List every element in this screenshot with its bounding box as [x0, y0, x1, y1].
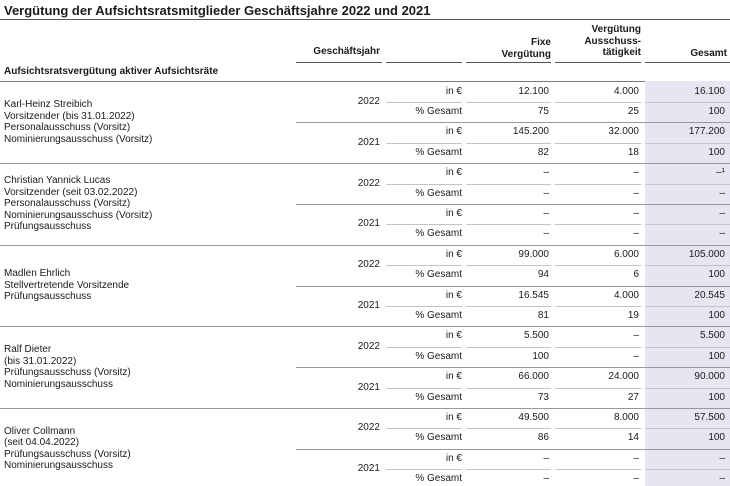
- row-divider: [466, 306, 551, 307]
- value-ausschuss: 6.000: [613, 248, 639, 260]
- row-divider: [645, 184, 730, 185]
- value-gesamt: –: [719, 187, 725, 199]
- value-fixe: 82: [537, 146, 549, 158]
- header-rule-ausschuss: [555, 62, 641, 63]
- member-name-block: [4, 426, 131, 472]
- row-divider: [466, 265, 551, 266]
- row-divider: [466, 428, 551, 429]
- header-ausschuss-line-2: Ausschuss-: [584, 35, 641, 47]
- value-gesamt: 100: [708, 146, 725, 158]
- unit-label: % Gesamt: [415, 473, 462, 485]
- member-name-block: [4, 175, 152, 233]
- row-divider: [645, 102, 730, 103]
- value-ausschuss: 19: [627, 309, 639, 321]
- member-name-block: [4, 268, 129, 303]
- value-fixe: 5.500: [523, 330, 549, 342]
- row-divider: [466, 224, 551, 225]
- header-geschaeftsjahr: Geschäftsjahr: [313, 46, 380, 57]
- member-name: Oliver Collmann: [4, 425, 76, 437]
- year-label: 2021: [357, 463, 380, 475]
- value-ausschuss: 32.000: [608, 126, 639, 138]
- member-role: (bis 31.01.2022): [4, 355, 77, 367]
- unit-label: % Gesamt: [415, 146, 462, 158]
- year-label: 2021: [357, 299, 380, 311]
- row-divider: [645, 306, 730, 307]
- row-divider: [645, 347, 730, 348]
- member-name: Christian Yannick Lucas: [4, 175, 111, 187]
- value-fixe: –: [543, 473, 549, 485]
- section-rule: [0, 81, 730, 82]
- unit-label: in €: [445, 85, 462, 97]
- row-divider: [555, 184, 641, 185]
- header-ausschuss-line-1: Vergütung: [591, 24, 641, 35]
- year-divider: [296, 286, 730, 287]
- row-divider: [555, 428, 641, 429]
- row-divider: [555, 102, 641, 103]
- value-gesamt: 100: [708, 105, 725, 117]
- value-fixe: –: [543, 187, 549, 199]
- header-fixe-line-2: Vergütung: [501, 48, 551, 60]
- value-gesamt: –¹: [716, 167, 725, 179]
- member-role: Vorsitzender (seit 03.02.2022): [4, 186, 138, 198]
- value-gesamt: –: [719, 473, 725, 485]
- member-divider: [0, 245, 730, 246]
- row-divider: [555, 143, 641, 144]
- value-gesamt: –: [719, 207, 725, 219]
- row-divider: [555, 224, 641, 225]
- member-name: Karl-Heinz Streibich: [4, 99, 93, 111]
- member-role: Nominierungsausschuss (Vorsitz): [4, 209, 153, 221]
- value-ausschuss: 24.000: [608, 371, 639, 383]
- value-gesamt: –: [719, 452, 725, 464]
- row-divider: [645, 469, 730, 470]
- unit-label: % Gesamt: [415, 391, 462, 403]
- year-label: 2021: [357, 218, 380, 230]
- value-ausschuss: 27: [627, 391, 639, 403]
- value-gesamt: 100: [708, 309, 725, 321]
- member-role: Prüfungsausschuss: [4, 291, 92, 303]
- row-divider: [555, 388, 641, 389]
- row-divider: [466, 143, 551, 144]
- member-name-block: [4, 99, 152, 145]
- row-divider: [645, 143, 730, 144]
- value-gesamt: 20.545: [694, 289, 725, 301]
- row-divider: [466, 388, 551, 389]
- member-divider: [0, 163, 730, 164]
- value-fixe: 66.000: [518, 371, 549, 383]
- row-divider: [555, 306, 641, 307]
- header-fixe-line-1: Fixe: [530, 37, 551, 48]
- row-divider: [466, 469, 551, 470]
- value-fixe: –: [543, 228, 549, 240]
- header-gesamt: Gesamt: [690, 48, 727, 59]
- header-fixe-verguetung: [466, 37, 551, 60]
- row-divider: [386, 184, 462, 185]
- header-rule-gesamt: [645, 62, 730, 63]
- row-divider: [645, 265, 730, 266]
- member-role: Prüfungsausschuss (Vorsitz): [4, 448, 131, 460]
- value-fixe: 73: [537, 391, 549, 403]
- value-ausschuss: 4.000: [613, 85, 639, 97]
- row-divider: [466, 184, 551, 185]
- header-rule-geschaeftsjahr: [296, 62, 382, 63]
- row-divider: [386, 265, 462, 266]
- value-fixe: 12.100: [518, 85, 549, 97]
- value-gesamt: 57.500: [694, 411, 725, 423]
- value-fixe: 99.000: [518, 248, 549, 260]
- member-role: Stellvertretende Vorsitzende: [4, 279, 130, 291]
- year-label: 2022: [357, 177, 380, 189]
- row-divider: [645, 388, 730, 389]
- value-gesamt: 16.100: [694, 85, 725, 97]
- row-divider: [645, 224, 730, 225]
- row-divider: [555, 265, 641, 266]
- year-divider: [296, 122, 730, 123]
- row-divider: [466, 347, 551, 348]
- value-ausschuss: 4.000: [613, 289, 639, 301]
- value-ausschuss: –: [633, 228, 639, 240]
- member-role: Personalausschuss (Vorsitz): [4, 122, 131, 134]
- value-gesamt: 177.200: [688, 126, 725, 138]
- member-name: Ralf Dieter: [4, 344, 52, 356]
- value-ausschuss: 25: [627, 105, 639, 117]
- member-role: Nominierungsausschuss (Vorsitz): [4, 133, 153, 145]
- row-divider: [555, 347, 641, 348]
- member-role: (seit 04.04.2022): [4, 437, 80, 449]
- value-gesamt: 90.000: [694, 371, 725, 383]
- row-divider: [466, 102, 551, 103]
- unit-label: % Gesamt: [415, 228, 462, 240]
- member-divider: [0, 408, 730, 409]
- value-ausschuss: –: [633, 167, 639, 179]
- value-gesamt: 100: [708, 432, 725, 444]
- value-fixe: 94: [537, 269, 549, 281]
- member-name: Madlen Ehrlich: [4, 268, 71, 280]
- value-fixe: –: [543, 452, 549, 464]
- table-title: Vergütung der Aufsichtsratsmitglieder Geschäftsjahre 2022 und 2021: [4, 3, 431, 18]
- member-role: Personalausschuss (Vorsitz): [4, 198, 131, 210]
- value-ausschuss: 8.000: [613, 411, 639, 423]
- value-ausschuss: –: [633, 350, 639, 362]
- unit-label: in €: [445, 452, 462, 464]
- value-fixe: 100: [532, 350, 549, 362]
- title-rule: [0, 19, 730, 20]
- unit-label: in €: [445, 126, 462, 138]
- member-role: Nominierungsausschuss: [4, 378, 113, 390]
- unit-label: in €: [445, 207, 462, 219]
- value-fixe: 75: [537, 105, 549, 117]
- section-title: Aufsichtsratsvergütung aktiver Aufsichtsräte: [4, 66, 219, 77]
- year-label: 2021: [357, 381, 380, 393]
- value-ausschuss: –: [633, 452, 639, 464]
- row-divider: [386, 428, 462, 429]
- year-label: 2022: [357, 422, 380, 434]
- value-gesamt: –: [719, 228, 725, 240]
- value-ausschuss: –: [633, 187, 639, 199]
- member-role: Nominierungsausschuss: [4, 460, 113, 472]
- row-divider: [386, 306, 462, 307]
- unit-label: in €: [445, 289, 462, 301]
- year-label: 2022: [357, 259, 380, 271]
- year-divider: [296, 204, 730, 205]
- value-fixe: 16.545: [518, 289, 549, 301]
- value-gesamt: 100: [708, 269, 725, 281]
- unit-label: in €: [445, 330, 462, 342]
- header-ausschuss-line-3: tätigkeit: [602, 47, 641, 58]
- unit-label: % Gesamt: [415, 105, 462, 117]
- value-ausschuss: –: [633, 207, 639, 219]
- unit-label: in €: [445, 167, 462, 179]
- row-divider: [555, 469, 641, 470]
- member-role: Vorsitzender (bis 31.01.2022): [4, 110, 135, 122]
- row-divider: [386, 102, 462, 103]
- value-gesamt: 105.000: [688, 248, 725, 260]
- row-divider: [386, 347, 462, 348]
- row-divider: [386, 224, 462, 225]
- member-role: Prüfungsausschuss (Vorsitz): [4, 367, 131, 379]
- unit-label: in €: [445, 248, 462, 260]
- value-gesamt: 5.500: [699, 330, 725, 342]
- header-rule-einheit: [386, 62, 462, 63]
- value-fixe: –: [543, 167, 549, 179]
- value-fixe: 49.500: [518, 411, 549, 423]
- header-rule-fixe: [466, 62, 551, 63]
- member-name-block: [4, 344, 131, 390]
- header-ausschuss-verguetung: [555, 24, 641, 59]
- year-label: 2022: [357, 95, 380, 107]
- year-label: 2021: [357, 136, 380, 148]
- member-divider: [0, 326, 730, 327]
- value-ausschuss: –: [633, 330, 639, 342]
- unit-label: in €: [445, 411, 462, 423]
- value-fixe: 86: [537, 432, 549, 444]
- unit-label: % Gesamt: [415, 432, 462, 444]
- value-fixe: –: [543, 207, 549, 219]
- year-label: 2022: [357, 340, 380, 352]
- year-divider: [296, 367, 730, 368]
- unit-label: in €: [445, 371, 462, 383]
- unit-label: % Gesamt: [415, 187, 462, 199]
- row-divider: [386, 388, 462, 389]
- row-divider: [645, 428, 730, 429]
- member-role: Prüfungsausschuss: [4, 221, 92, 233]
- value-gesamt: 100: [708, 350, 725, 362]
- row-divider: [386, 143, 462, 144]
- value-ausschuss: 18: [627, 146, 639, 158]
- row-divider: [386, 469, 462, 470]
- value-ausschuss: 14: [627, 432, 639, 444]
- unit-label: % Gesamt: [415, 350, 462, 362]
- value-gesamt: 100: [708, 391, 725, 403]
- value-ausschuss: 6: [633, 269, 639, 281]
- year-divider: [296, 449, 730, 450]
- value-ausschuss: –: [633, 473, 639, 485]
- value-fixe: 81: [537, 309, 549, 321]
- value-fixe: 145.200: [512, 126, 549, 138]
- unit-label: % Gesamt: [415, 309, 462, 321]
- unit-label: % Gesamt: [415, 269, 462, 281]
